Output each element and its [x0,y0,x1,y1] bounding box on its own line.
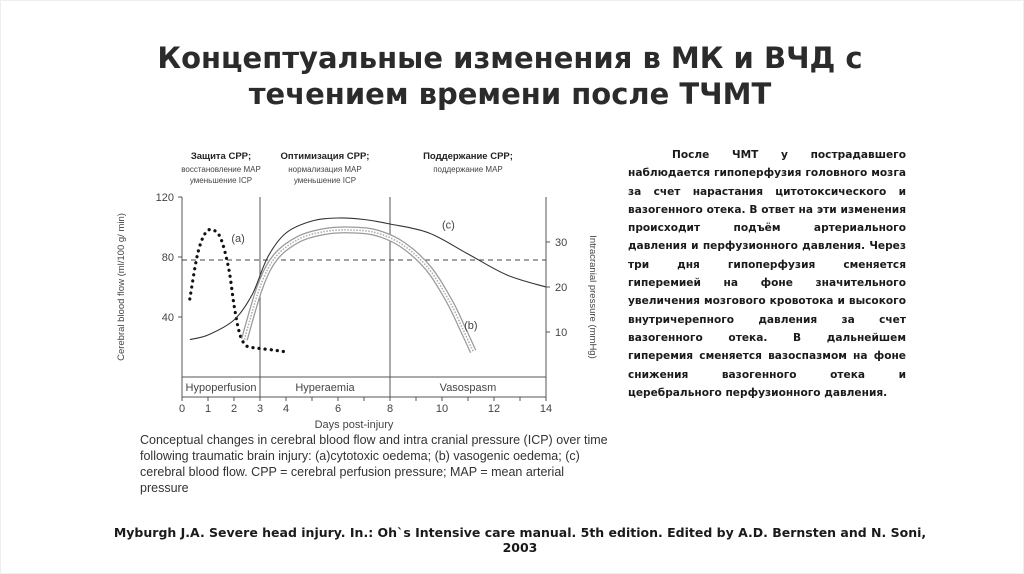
y2-tick-label: 30 [555,237,568,249]
phase-label: Vasospasm [439,382,497,394]
y-tick-label: 40 [161,312,174,324]
y-tick-label: 80 [161,252,174,264]
title-line-1: Концептуальные изменения в МК и ВЧД с [157,41,863,75]
series-a-label: (a) [231,233,245,245]
series-c-label: (c) [442,219,455,232]
y2-axis-label: Intracranial pressure (mmHg) [587,235,598,359]
phase-header-line: уменьшение ICP [293,176,357,185]
x-tick-label: 14 [539,403,553,415]
y2-tick-label: 20 [555,282,568,294]
x-tick-label: 12 [487,403,501,415]
phase-header-title: Поддержание CPP; [423,151,513,162]
phase-label: Hyperaemia [295,382,355,394]
y2-tick-label: 10 [555,327,568,339]
x-tick-label: 4 [282,403,290,415]
reference-citation: Myburgh J.A. Severe head injury. In.: Oh`s Intensive care manual. 5th edition. Edited by A.D. Bernsten and N. Soni, 2003 [113,525,927,555]
figure-caption: Conceptual changes in cerebral blood flow and intra cranial pressure (ICP) over time following traumatic brain injury: (a)cytotoxic oedema; (b) vasogenic oedema; (c) cerebral blood flow. CPP = cerebral perfusion pressure; MAP = mean arterial pressure [140,433,608,495]
y-axis-label: Cerebral blood flow (ml/100 g/ min) [116,213,127,361]
x-tick-label: 8 [386,403,394,415]
series-b-line-outer [244,230,473,352]
phase-header-line: восстановление MAP [181,165,261,174]
series-b-line-inner [244,230,473,352]
x-axis-label: Days post-injury [314,419,394,431]
y-tick-label: 120 [155,192,174,204]
x-tick-label: 2 [230,403,238,415]
x-tick-label: 6 [334,403,342,415]
phase-header-line: уменьшение ICP [189,176,253,185]
description-text: После ЧМТ у пострадавшего наблюдается гипоперфузия головного мозга за счет нарастания цитотоксического и вазогенного отека. В ответ на эти изменения происходит подъём артериального давления и перфузионного давления. Через три дня гипоперфузия сменяется гиперемией на фоне значительного увеличения мозгового кровотока и высокого внутричерепного давления за счет вазогенного отека. В дальнейшем гиперемия сменяется вазоспазмом на фоне снижения вазогенного отека и церебрального перфузионного давления. [628,149,906,399]
phase-header-line: поддержание MAP [433,165,503,174]
phase-header-line: нормализация MAP [288,165,362,174]
series-a-line [190,229,284,351]
series-b-label: (b) [464,320,478,332]
phase-header-title: Оптимизация CPP; [280,151,370,162]
series-b-line-gap [244,230,473,352]
x-tick-label: 10 [435,403,449,415]
phase-label: Hypoperfusion [185,382,257,394]
x-tick-label: 0 [178,403,186,415]
phase-header-title: Защита CPP; [190,151,252,162]
title-line-2: течением времени после ТЧМТ [248,77,772,111]
x-tick-label: 1 [204,403,212,415]
x-tick-label: 3 [256,403,264,415]
